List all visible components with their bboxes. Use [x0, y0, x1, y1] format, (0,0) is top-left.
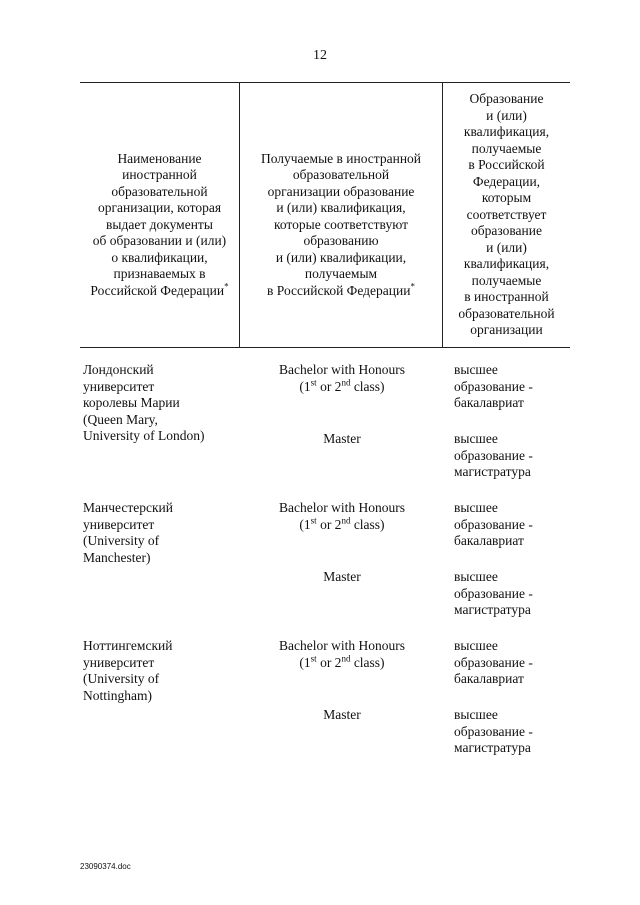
bachelor-title: Bachelor with Honours	[279, 362, 405, 377]
russian-education-bachelor: высшее образование - бакалавриат	[454, 638, 533, 686]
page-number: 12	[313, 48, 327, 63]
russian-education-master: высшее образование - магистратура	[454, 431, 533, 479]
header-foreign-qualification-text: Получаемые в иностранной образовательной организации образование и (или) квалификация, которые соответствуют образованию и (или) квалификации, получаемым в Российской Федерации	[260, 150, 422, 298]
bachelor-class: (1st or 2nd class)	[299, 515, 385, 532]
qualification-master: Master	[323, 707, 361, 722]
bachelor-class: (1st or 2nd class)	[299, 653, 385, 670]
bachelor-title: Bachelor with Honours	[279, 638, 405, 653]
document-filename: 23090374.doc	[80, 862, 131, 871]
header-cell-foreign-qualification	[240, 83, 442, 347]
organization-name: Лондонский университет королевы Марии (Queen Mary, University of London)	[83, 362, 205, 443]
header-cell-organization	[80, 83, 239, 347]
qualification-master: Master	[323, 431, 361, 446]
qualification-bachelor	[242, 500, 442, 533]
bachelor-class: (1st or 2nd class)	[299, 377, 385, 394]
footnote-mark: *	[224, 281, 229, 292]
russian-education-master: высшее образование - магистратура	[454, 569, 533, 617]
bachelor-title: Bachelor with Honours	[279, 500, 405, 515]
russian-education-master: высшее образование - магистратура	[454, 707, 533, 755]
russian-education-bachelor: высшее образование - бакалавриат	[454, 362, 533, 410]
header-cell-russian-education	[443, 83, 570, 347]
qualification-bachelor	[242, 638, 442, 671]
qualification-master: Master	[323, 569, 361, 584]
organization-name: Манчестерский университет (University of Manchester)	[83, 500, 173, 565]
organization-name: Ноттингемский университет (University of Nottingham)	[83, 638, 173, 703]
qualification-bachelor	[242, 362, 442, 395]
header-russian-education-text: Образование и (или) квалификация, получаемые в Российской Федерации, которым соответствует образование и (или) квалификация, получаемые в иностранной образовательной организации	[458, 91, 555, 338]
footnote-mark: *	[410, 281, 415, 292]
header-organization-text: Наименование иностранной образовательной организации, которая выдает документы об образовании и (или) о квалификации, признаваемых в Российской Федерации	[90, 150, 227, 298]
table-header	[80, 82, 570, 348]
russian-education-bachelor: высшее образование - бакалавриат	[454, 500, 533, 548]
